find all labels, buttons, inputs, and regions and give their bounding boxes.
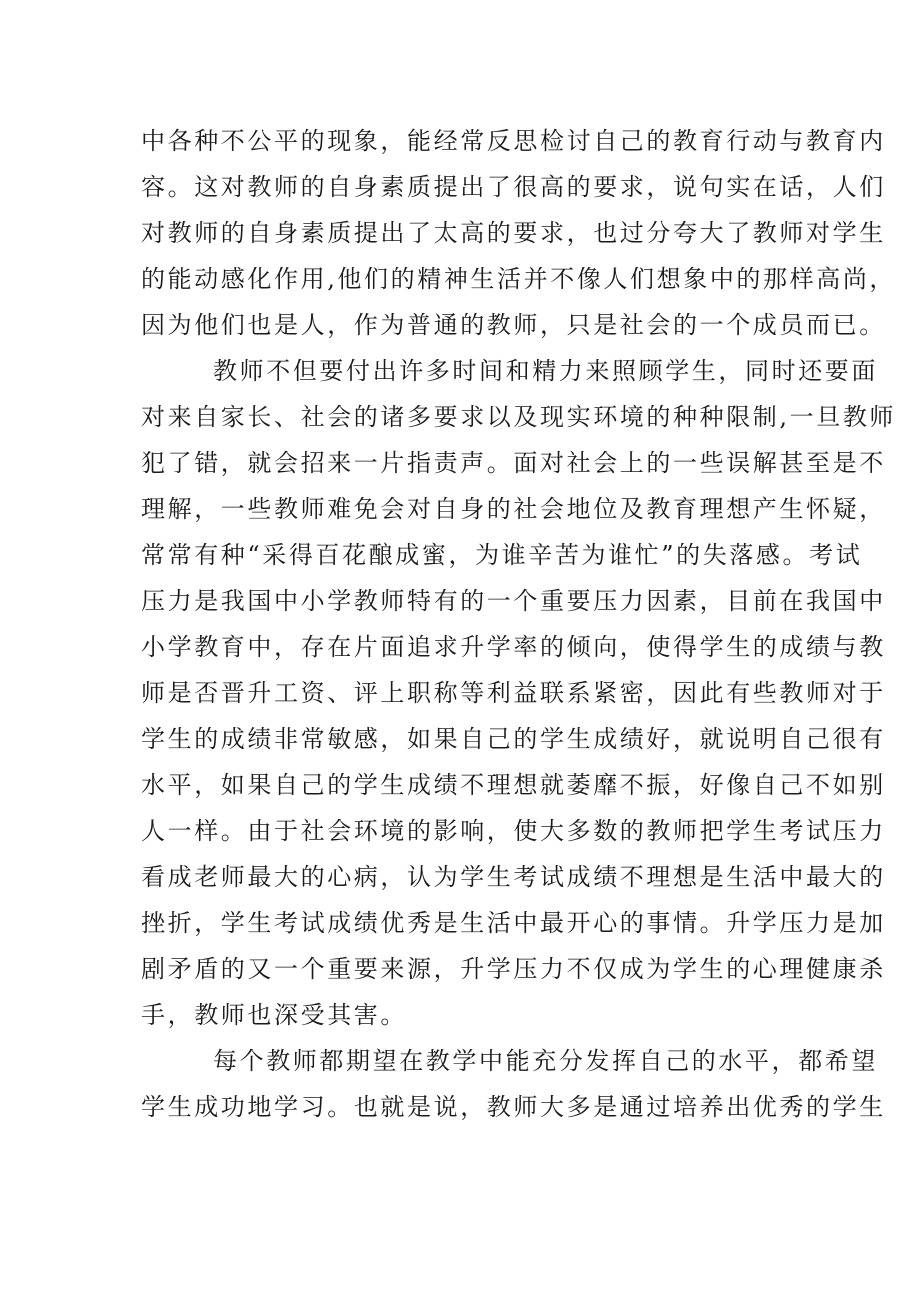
text-line: 的能动感化作用,他们的精神生活并不像人们想象中的那样高尚，: [141, 265, 897, 293]
document-body: [141, 118, 897, 1130]
text-line: 教师不但要付出许多时间和精力来照顾学生，同时还要面: [213, 357, 878, 385]
text-line: 常常有种“采得百花酿成蜜，为谁辛苦为谁忙”的失落感。考试: [141, 541, 863, 569]
text-line: 人一样。由于社会环境的影响，使大多数的教师把学生考试压力: [141, 817, 886, 845]
text-line: 学生成功地学习。也就是说，教师大多是通过培养出优秀的学生: [141, 1093, 886, 1121]
text-line: 水平，如果自己的学生成绩不理想就萎靡不振，好像自己不如别: [141, 771, 886, 799]
text-line: 容。这对教师的自身素质提出了很高的要求，说句实在话，人们: [141, 173, 886, 201]
paragraph: [141, 348, 897, 1038]
text-line: 学生的成绩非常敏感，如果自己的学生成绩好，就说明自己很有: [141, 725, 886, 753]
text-line: 挫折，学生考试成绩优秀是生活中最开心的事情。升学压力是加: [141, 909, 886, 937]
text-line: 因为他们也是人，作为普通的教师，只是社会的一个成员而已。: [141, 311, 886, 339]
text-line: 每个教师都期望在教学中能充分发挥自己的水平，都希望: [213, 1047, 878, 1075]
text-line: 手，教师也深受其害。: [141, 1001, 407, 1029]
text-line: 剧矛盾的又一个重要来源，升学压力不仅成为学生的心理健康杀: [141, 955, 886, 983]
text-line: 犯了错，就会招来一片指责声。面对社会上的一些误解甚至是不: [141, 449, 886, 477]
text-line: 对教师的自身素质提出了太高的要求，也过分夸大了教师对学生: [141, 219, 886, 247]
text-line: 师是否晋升工资、评上职称等利益联系紧密，因此有些教师对于: [141, 679, 886, 707]
text-line: 压力是我国中小学教师特有的一个重要压力因素，目前在我国中: [141, 587, 886, 615]
text-line: 中各种不公平的现象，能经常反思检讨自己的教育行动与教育内: [141, 127, 886, 155]
text-line: 对来自家长、社会的诸多要求以及现实环境的种种限制,一旦教师: [141, 403, 897, 431]
text-line: 理解，一些教师难免会对自身的社会地位及教育理想产生怀疑，: [141, 495, 886, 523]
text-line: 小学教育中，存在片面追求升学率的倾向，使得学生的成绩与教: [141, 633, 886, 661]
paragraph: [141, 118, 897, 348]
paragraph: [141, 1038, 886, 1130]
text-line: 看成老师最大的心病，认为学生考试成绩不理想是生活中最大的: [141, 863, 886, 891]
